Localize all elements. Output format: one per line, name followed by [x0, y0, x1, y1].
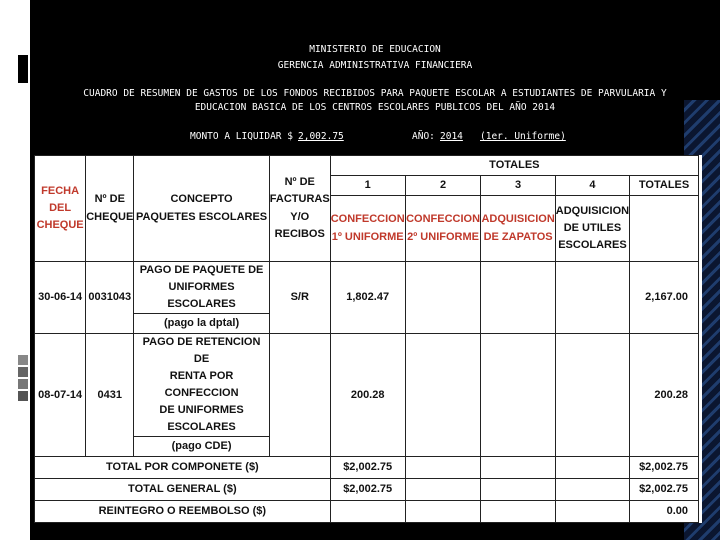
row1-c1: 1,802.47: [330, 262, 405, 334]
header-line-4: EDUCACION BASICA DE LOS CENTROS ESCOLARES PUBLICOS DEL AÑO 2014: [194, 102, 556, 113]
row2-c3: [481, 334, 555, 457]
expense-table: [34, 155, 699, 523]
row2-c2: [405, 334, 481, 457]
reintegro-label: REINTEGRO O REEMBOLSO ($): [35, 501, 331, 523]
row1-note: (pago la dptal): [134, 314, 270, 334]
total-componente-label: TOTAL POR COMPONETE ($): [35, 457, 331, 479]
table-row: [35, 334, 699, 437]
header-concepto: CONCEPTO PAQUETES ESCOLARES: [134, 156, 270, 262]
total-general-total: $2,002.75: [630, 479, 699, 501]
decorative-block: [18, 355, 28, 365]
col-totales: TOTALES: [630, 176, 699, 196]
anio-value: 2014: [440, 131, 463, 142]
col-number-2: 2: [405, 176, 481, 196]
row2-c4: [555, 334, 629, 457]
row1-cheque: 0031043: [86, 262, 134, 334]
row2-cheque: 0431: [86, 334, 134, 457]
row1-total: 2,167.00: [630, 262, 699, 334]
row1-c3: [481, 262, 555, 334]
reintegro-total: 0.00: [630, 501, 699, 523]
col-number-3: 3: [481, 176, 555, 196]
col-number-4: 4: [555, 176, 629, 196]
total-componente-total: $2,002.75: [630, 457, 699, 479]
decorative-block: [18, 391, 28, 401]
row2-concepto: PAGO DE RETENCION DE RENTA POR CONFECCION DE UNIFORMES ESCOLARES: [134, 334, 270, 437]
header-totales: TOTALES: [330, 156, 698, 176]
header-col4: ADQUISICION DE UTILES ESCOLARES: [555, 196, 629, 262]
row1-fecha: 30-06-14: [35, 262, 86, 334]
decorative-block: [18, 379, 28, 389]
row2-facturas: [269, 334, 330, 457]
anio-label: AÑO:: [412, 131, 435, 142]
header-col3: ADQUISICION DE ZAPATOS: [481, 196, 555, 262]
col-number-1: 1: [330, 176, 405, 196]
uniforme-label: (1er. Uniforme): [480, 131, 566, 142]
row1-concepto: PAGO DE PAQUETE DE UNIFORMES ESCOLARES: [134, 262, 270, 314]
total-componente-c1: $2,002.75: [330, 457, 405, 479]
header-col2: CONFECCION 2º UNIFORME: [405, 196, 481, 262]
row2-total: 200.28: [630, 334, 699, 457]
total-componente-row: [35, 457, 699, 479]
monto-value: 2,002.75: [298, 131, 344, 142]
total-general-row: [35, 479, 699, 501]
row2-fecha: 08-07-14: [35, 334, 86, 457]
header-col-total: [630, 196, 699, 262]
summary-sheet: [34, 155, 702, 523]
monto-label: MONTO A LIQUIDAR $: [190, 131, 293, 142]
header-line-2: GERENCIA ADMINISTRATIVA FINANCIERA: [277, 60, 473, 71]
row2-c1: 200.28: [330, 334, 405, 457]
header-line-1: MINISTERIO DE EDUCACION: [309, 44, 441, 55]
row2-note: (pago CDE): [134, 437, 270, 457]
left-strip: [0, 0, 30, 540]
table-row: [35, 262, 699, 314]
row1-c2: [405, 262, 481, 334]
header-col1: CONFECCION 1º UNIFORME: [330, 196, 405, 262]
total-general-label: TOTAL GENERAL ($): [35, 479, 331, 501]
header-cheque: Nº DE CHEQUE: [86, 156, 134, 262]
reintegro-row: [35, 501, 699, 523]
header-facturas: Nº DE FACTURAS Y/O RECIBOS: [269, 156, 330, 262]
row1-facturas: S/R: [269, 262, 330, 334]
row1-c4: [555, 262, 629, 334]
header-line-3: CUADRO DE RESUMEN DE GASTOS DE LOS FONDOS RECIBIDOS PARA PAQUETE ESCOLAR A ESTUDIANTES DE PARVULARIA Y: [83, 88, 667, 99]
decorative-block: [18, 55, 28, 83]
header-fecha: FECHA DEL CHEQUE: [35, 156, 86, 262]
decorative-block: [18, 367, 28, 377]
total-general-c1: $2,002.75: [330, 479, 405, 501]
